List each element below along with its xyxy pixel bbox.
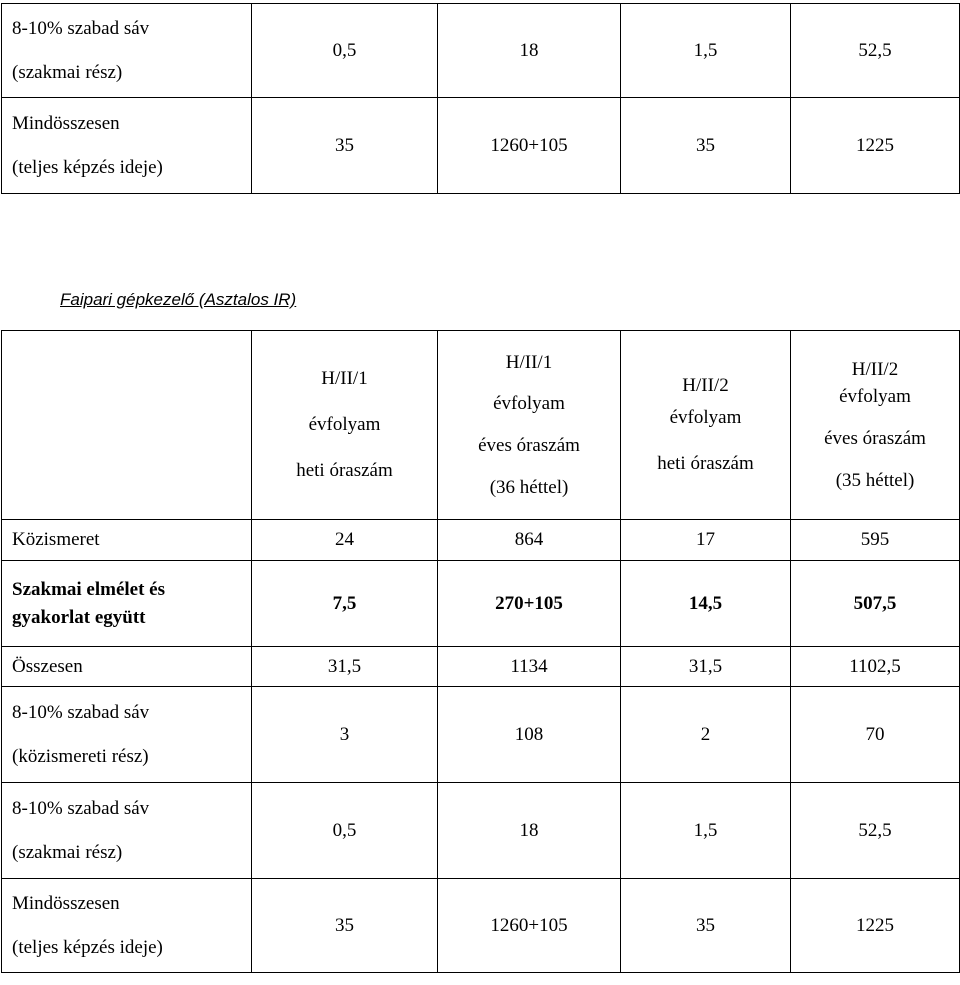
- table-row: [2, 687, 960, 783]
- header-line: H/II/2: [682, 375, 729, 397]
- row-label-line: (teljes képzés ideje): [12, 156, 163, 178]
- header-line: éves óraszám: [824, 428, 926, 449]
- header-line: heti óraszám: [657, 452, 754, 474]
- value-cell: 507,5: [791, 561, 960, 647]
- row-label-line: 8-10% szabad sáv: [12, 797, 150, 819]
- value-cell: 31,5: [252, 647, 438, 687]
- value-cell: 270+105: [438, 561, 621, 647]
- value-cell: 18: [438, 783, 621, 879]
- header-empty-cell: [2, 331, 252, 520]
- header-cell: [438, 331, 621, 520]
- table-row: [2, 4, 960, 98]
- header-cell: [252, 331, 438, 520]
- header-cell: [791, 331, 960, 520]
- header-line: H/II/1: [505, 351, 553, 373]
- table-row: [2, 561, 960, 647]
- value-cell: 18: [438, 4, 621, 98]
- header-cell: [621, 331, 791, 520]
- row-label-line: Szakmai elmélet és: [12, 578, 166, 600]
- table-row: [2, 98, 960, 194]
- value-cell: 1102,5: [791, 647, 960, 687]
- row-label-cell: [2, 4, 252, 98]
- value-cell: 14,5: [621, 561, 791, 647]
- value-cell: 0,5: [252, 4, 438, 98]
- value-cell: 52,5: [791, 4, 960, 98]
- value-cell: 35: [252, 98, 438, 194]
- value-cell: 0,5: [252, 783, 438, 879]
- table-header-row: [2, 331, 960, 520]
- value-cell: 70: [791, 687, 960, 783]
- row-label-cell: Közismeret: [2, 520, 252, 561]
- table-row: [2, 783, 960, 879]
- value-cell: 3: [252, 687, 438, 783]
- value-cell: 31,5: [621, 647, 791, 687]
- section-title: Faipari gépkezelő (Asztalos IR): [60, 290, 297, 309]
- header-line: H/II/2: [851, 358, 899, 380]
- value-cell: 1225: [791, 879, 960, 973]
- value-cell: 1260+105: [438, 879, 621, 973]
- row-label-line: gyakorlat együtt: [12, 606, 146, 628]
- value-cell: 35: [621, 879, 791, 973]
- value-cell: 595: [791, 520, 960, 561]
- header-line: (35 héttel): [835, 469, 915, 491]
- value-cell: 17: [621, 520, 791, 561]
- value-cell: 1,5: [621, 783, 791, 879]
- header-line: évfolyam: [669, 407, 742, 429]
- row-label-line: 8-10% szabad sáv: [12, 17, 150, 39]
- value-cell: 24: [252, 520, 438, 561]
- value-cell: 1,5: [621, 4, 791, 98]
- value-cell: 1225: [791, 98, 960, 194]
- row-label-line: (szakmai rész): [12, 841, 123, 863]
- value-cell: 1134: [438, 647, 621, 687]
- value-cell: 35: [252, 879, 438, 973]
- header-line: évfolyam: [308, 414, 381, 436]
- row-label-line: Mindösszesen: [12, 892, 120, 914]
- row-label-cell: [2, 879, 252, 973]
- header-line: (36 héttel): [489, 476, 569, 498]
- row-label-line: Mindösszesen: [12, 112, 120, 134]
- row-label-line: (közismereti rész): [12, 745, 149, 767]
- row-label-line: 8-10% szabad sáv: [12, 701, 150, 723]
- row-label-cell: [2, 783, 252, 879]
- hours-table: [1, 330, 960, 973]
- value-cell: 108: [438, 687, 621, 783]
- table-row: [2, 520, 960, 561]
- header-line: heti óraszám: [296, 459, 393, 481]
- top-hours-table: [1, 3, 960, 194]
- value-cell: 864: [438, 520, 621, 561]
- value-cell: 2: [621, 687, 791, 783]
- header-line: éves óraszám: [478, 435, 580, 456]
- row-label-cell: [2, 687, 252, 783]
- row-label-cell: [2, 98, 252, 194]
- header-line: H/II/1: [321, 368, 368, 390]
- row-label-cell: Összesen: [2, 647, 252, 687]
- row-label-line: (teljes képzés ideje): [12, 936, 163, 958]
- row-label-cell: [2, 561, 252, 647]
- header-line: évfolyam: [839, 386, 911, 408]
- value-cell: 7,5: [252, 561, 438, 647]
- value-cell: 52,5: [791, 783, 960, 879]
- table-row: [2, 647, 960, 687]
- value-cell: 1260+105: [438, 98, 621, 194]
- header-line: évfolyam: [493, 393, 565, 415]
- value-cell: 35: [621, 98, 791, 194]
- table-row: [2, 879, 960, 973]
- row-label-line: (szakmai rész): [12, 61, 123, 83]
